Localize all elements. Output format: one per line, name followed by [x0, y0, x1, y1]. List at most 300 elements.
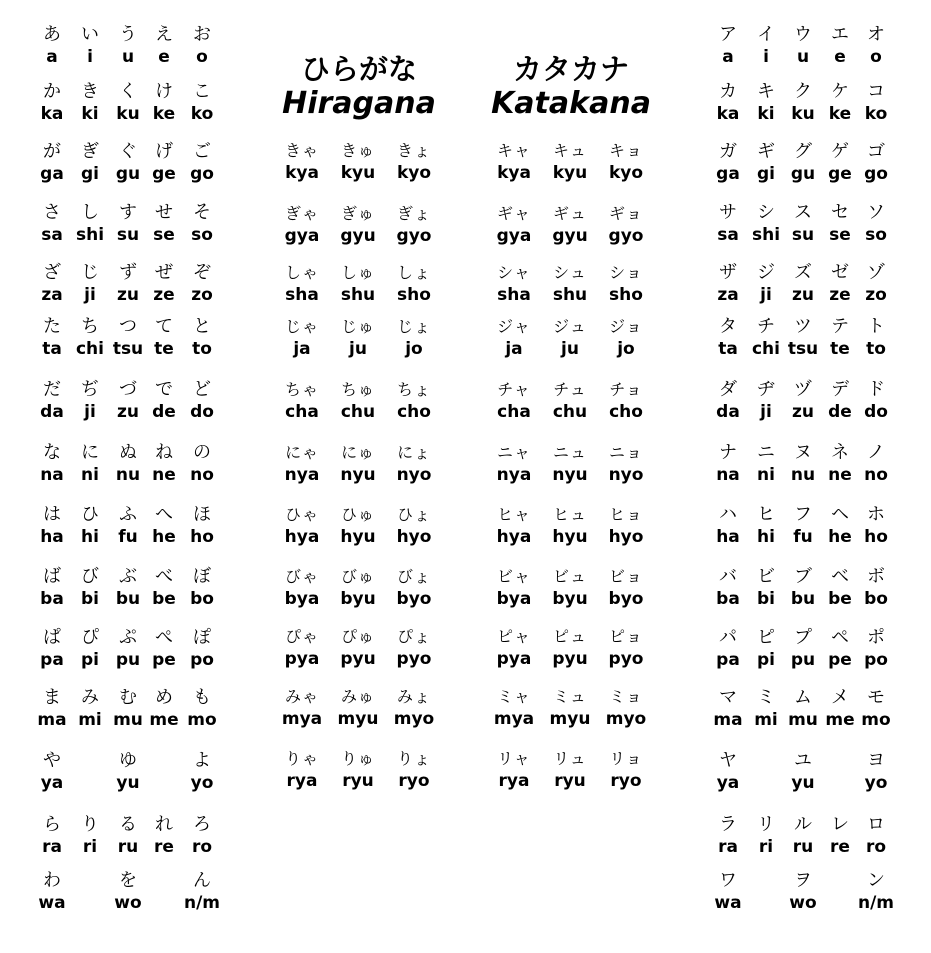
romaji-reading: nu	[790, 465, 816, 485]
romaji-reading: bi	[757, 589, 775, 609]
kana-character: りょ	[396, 749, 431, 768]
romaji-reading: da	[40, 402, 64, 422]
romaji-reading: hyu	[340, 527, 376, 547]
kana-character: ひゅ	[340, 505, 375, 524]
kana-character: ラ	[719, 814, 737, 835]
kana-cell	[182, 750, 222, 794]
kana-character: れ	[155, 814, 173, 835]
romaji-reading: bo	[864, 589, 888, 609]
romaji-reading: ya	[40, 773, 64, 793]
kana-character: ヌ	[794, 442, 812, 463]
romaji-reading: mya	[493, 709, 535, 729]
kana-character: ソ	[867, 202, 885, 223]
kana-cell	[384, 748, 444, 792]
kana-cell	[70, 504, 110, 548]
kana-character: ヒャ	[496, 505, 531, 524]
kana-character: リ	[757, 814, 775, 835]
kana-cell	[182, 627, 222, 671]
kana-character: チ	[757, 316, 775, 337]
kana-cell	[32, 24, 72, 68]
kana-character: と	[193, 316, 211, 337]
romaji-reading: gyo	[396, 226, 432, 246]
kana-cell	[70, 814, 110, 858]
kana-character: ゆ	[119, 750, 137, 771]
romaji-reading: me	[825, 710, 855, 730]
kana-character: ば	[43, 566, 61, 587]
romaji-reading: mu	[113, 710, 143, 730]
kana-character: にょ	[397, 443, 431, 462]
kana-cell	[32, 504, 72, 548]
kana-cell	[820, 814, 860, 858]
kana-cell	[596, 262, 656, 306]
romaji-reading: cho	[397, 402, 431, 422]
kana-character: ミュ	[553, 687, 587, 706]
kana-character: キ	[757, 81, 775, 102]
romaji-reading: ji	[760, 402, 772, 422]
kana-cell	[70, 141, 110, 185]
kana-cell	[272, 504, 332, 548]
kana-character: ぬ	[119, 442, 137, 463]
kana-character: みゃ	[284, 687, 319, 706]
kana-cell	[746, 316, 786, 360]
kana-cell	[856, 262, 896, 306]
kana-cell	[182, 870, 222, 914]
kana-cell	[144, 379, 184, 423]
kana-cell	[272, 316, 332, 360]
kana-cell	[108, 504, 148, 548]
romaji-reading: a	[46, 47, 58, 67]
romaji-reading: jo	[617, 339, 635, 359]
romaji-reading: byo	[608, 589, 644, 609]
kana-cell	[856, 627, 896, 671]
romaji-reading: ze	[153, 285, 175, 305]
romaji-reading: yu	[791, 773, 815, 793]
romaji-reading: bya	[496, 589, 532, 609]
romaji-reading: ke	[152, 104, 176, 124]
kana-character: レ	[831, 814, 849, 835]
romaji-reading: ho	[190, 527, 214, 547]
romaji-reading: hyo	[608, 527, 644, 547]
kana-cell	[272, 140, 332, 184]
kana-character: ぼ	[193, 566, 211, 587]
kana-character: キョ	[608, 141, 643, 160]
kana-character: し	[81, 202, 99, 223]
kana-cell	[783, 379, 823, 423]
romaji-reading: gyu	[340, 226, 376, 246]
kana-cell	[328, 203, 388, 247]
kana-character: ら	[43, 814, 61, 835]
kana-cell	[783, 202, 823, 246]
kana-cell	[540, 686, 600, 730]
romaji-reading: pyu	[552, 649, 588, 669]
romaji-reading: sa	[717, 225, 739, 245]
romaji-reading: ja	[505, 339, 523, 359]
romaji-reading: e	[834, 47, 846, 67]
romaji-reading: ho	[864, 527, 888, 547]
romaji-reading: ru	[792, 837, 814, 857]
romaji-reading: pyo	[396, 649, 432, 669]
romaji-reading: so	[191, 225, 213, 245]
romaji-reading: ba	[40, 589, 64, 609]
kana-character: ア	[719, 24, 737, 45]
kana-cell	[144, 687, 184, 731]
kana-cell	[32, 202, 72, 246]
kana-character: は	[43, 504, 61, 525]
kana-character: キャ	[496, 141, 531, 160]
romaji-reading: to	[192, 339, 212, 359]
romaji-reading: ba	[716, 589, 740, 609]
kana-character: げ	[155, 141, 173, 162]
kana-character: びゃ	[284, 567, 319, 586]
romaji-reading: myu	[337, 709, 379, 729]
kana-character: じゅ	[340, 317, 375, 336]
romaji-reading: gu	[790, 164, 816, 184]
romaji-reading: u	[121, 47, 135, 67]
romaji-reading: da	[716, 402, 740, 422]
romaji-reading: pu	[115, 650, 141, 670]
kana-character: こ	[193, 81, 211, 102]
kana-character: せ	[155, 202, 173, 223]
kana-character: ミョ	[609, 687, 643, 706]
romaji-reading: ta	[42, 339, 62, 359]
kana-cell	[272, 262, 332, 306]
romaji-reading: be	[152, 589, 176, 609]
kana-cell	[108, 24, 148, 68]
romaji-reading: pu	[790, 650, 816, 670]
kana-cell	[70, 262, 110, 306]
romaji-reading: mi	[754, 710, 778, 730]
kana-character: ザ	[719, 262, 737, 283]
kana-character: イ	[757, 24, 775, 45]
romaji-reading: bu	[790, 589, 816, 609]
romaji-reading: pya	[496, 649, 532, 669]
kana-character: ニ	[757, 442, 775, 463]
romaji-reading: ki	[757, 104, 775, 124]
kana-character: き	[81, 81, 99, 102]
kana-cell	[70, 442, 110, 486]
kana-character: ぢ	[81, 379, 99, 400]
romaji-reading: ku	[116, 104, 140, 124]
kana-cell	[856, 141, 896, 185]
romaji-reading: bya	[284, 589, 320, 609]
kana-cell	[708, 379, 748, 423]
kana-cell	[70, 379, 110, 423]
kana-cell	[384, 140, 444, 184]
kana-character: あ	[43, 24, 61, 45]
romaji-reading: kya	[497, 163, 531, 183]
kana-character: フ	[794, 504, 812, 525]
kana-cell	[144, 262, 184, 306]
kana-character: シャ	[497, 263, 531, 282]
kana-cell	[783, 24, 823, 68]
kana-character: を	[119, 870, 137, 891]
romaji-reading: pi	[757, 650, 775, 670]
romaji-reading: su	[116, 225, 140, 245]
kana-cell	[596, 748, 656, 792]
kana-character: パ	[719, 627, 737, 648]
kana-cell	[820, 627, 860, 671]
kana-character: よ	[193, 750, 211, 771]
romaji-reading: po	[864, 650, 888, 670]
kana-character: び	[81, 566, 99, 587]
kana-cell	[540, 504, 600, 548]
kana-cell	[820, 202, 860, 246]
kana-cell	[32, 627, 72, 671]
kana-cell	[108, 442, 148, 486]
kana-character: リャ	[497, 749, 531, 768]
kana-cell	[32, 81, 72, 125]
kana-character: ボ	[867, 566, 885, 587]
kana-cell	[384, 686, 444, 730]
romaji-reading: ni	[757, 465, 775, 485]
kana-cell	[32, 262, 72, 306]
kana-character: の	[193, 442, 211, 463]
kana-cell	[708, 627, 748, 671]
kana-character: え	[155, 24, 173, 45]
kana-cell	[856, 687, 896, 731]
romaji-reading: ryu	[342, 771, 374, 791]
romaji-reading: hya	[284, 527, 320, 547]
kana-character: ぶ	[119, 566, 137, 587]
kana-cell	[708, 262, 748, 306]
kana-cell	[384, 203, 444, 247]
kana-character: ぽ	[193, 627, 211, 648]
romaji-reading: tsu	[112, 339, 144, 359]
kana-character: ニュ	[552, 443, 587, 462]
kana-character: ヲ	[794, 870, 812, 891]
kana-cell	[108, 814, 148, 858]
romaji-reading: hyo	[396, 527, 432, 547]
kana-character: ニャ	[496, 443, 531, 462]
kana-character: め	[155, 687, 173, 708]
kana-cell	[182, 566, 222, 610]
kana-character: が	[43, 141, 61, 162]
kana-cell	[484, 203, 544, 247]
kana-character: ガ	[719, 141, 737, 162]
kana-cell	[144, 202, 184, 246]
kana-cell	[182, 687, 222, 731]
kana-cell	[32, 870, 72, 914]
romaji-reading: me	[149, 710, 179, 730]
kana-cell	[144, 566, 184, 610]
kana-character: オ	[867, 24, 885, 45]
romaji-reading: gu	[115, 164, 141, 184]
kana-character: ぜ	[155, 262, 173, 283]
kana-cell	[708, 442, 748, 486]
kana-character: て	[155, 316, 173, 337]
kana-character: ベ	[831, 566, 849, 587]
kana-cell	[746, 504, 786, 548]
kana-character: リュ	[553, 749, 587, 768]
kana-character: づ	[119, 379, 137, 400]
kana-cell	[70, 627, 110, 671]
kana-cell	[384, 379, 444, 423]
kana-character: ピャ	[496, 627, 531, 646]
kana-cell	[856, 504, 896, 548]
kana-cell	[272, 748, 332, 792]
kana-cell	[328, 626, 388, 670]
romaji-reading: cho	[609, 402, 643, 422]
kana-cell	[182, 442, 222, 486]
kana-character: に	[81, 442, 99, 463]
kana-cell	[108, 750, 148, 794]
kana-cell	[70, 316, 110, 360]
kana-cell	[108, 566, 148, 610]
romaji-reading: ri	[758, 837, 774, 857]
kana-cell	[484, 566, 544, 610]
romaji-reading: rya	[498, 771, 530, 791]
kana-character: きゅ	[340, 141, 375, 160]
kana-cell	[540, 748, 600, 792]
romaji-reading: ro	[191, 837, 213, 857]
kana-cell	[32, 141, 72, 185]
kana-cell	[820, 566, 860, 610]
romaji-reading: ra	[718, 837, 738, 857]
kana-character: ね	[155, 442, 173, 463]
kana-character: け	[155, 81, 173, 102]
romaji-reading: fu	[118, 527, 138, 547]
kana-cell	[328, 140, 388, 184]
kana-character: ぎょ	[396, 204, 431, 223]
kana-cell	[32, 316, 72, 360]
romaji-reading: ja	[293, 339, 311, 359]
romaji-reading: se	[829, 225, 851, 245]
kana-character: モ	[867, 687, 885, 708]
kana-cell	[182, 814, 222, 858]
hiragana-title-japanese: ひらがな	[300, 52, 417, 86]
romaji-reading: ha	[40, 527, 64, 547]
romaji-reading: gyo	[608, 226, 644, 246]
romaji-reading: bo	[190, 589, 214, 609]
romaji-reading: yo	[864, 773, 888, 793]
kana-cell	[384, 566, 444, 610]
romaji-reading: nyu	[552, 465, 588, 485]
kana-character: ポ	[867, 627, 885, 648]
kana-character: ヂ	[757, 379, 775, 400]
romaji-reading: no	[190, 465, 214, 485]
kana-cell	[272, 203, 332, 247]
kana-character: ホ	[867, 504, 885, 525]
kana-cell	[540, 262, 600, 306]
kana-cell	[708, 504, 748, 548]
romaji-reading: do	[190, 402, 214, 422]
kana-character: ご	[193, 141, 211, 162]
romaji-reading: hi	[757, 527, 775, 547]
kana-character: ヒュ	[552, 505, 587, 524]
romaji-reading: shu	[552, 285, 588, 305]
romaji-reading: chu	[340, 402, 376, 422]
kana-cell	[783, 141, 823, 185]
kana-character: ゾ	[867, 262, 885, 283]
romaji-reading: wo	[789, 893, 817, 913]
kana-cell	[746, 687, 786, 731]
kana-cell	[484, 504, 544, 548]
kana-character: べ	[155, 566, 173, 587]
kana-character: ぎ	[81, 141, 99, 162]
kana-character: ぎゅ	[340, 204, 375, 223]
kana-cell	[856, 81, 896, 125]
romaji-reading: wa	[38, 893, 66, 913]
kana-character: みょ	[396, 687, 431, 706]
romaji-reading: ge	[152, 164, 176, 184]
romaji-reading: mo	[861, 710, 891, 730]
kana-character: ム	[794, 687, 812, 708]
kana-cell	[540, 379, 600, 423]
kana-cell	[328, 686, 388, 730]
kana-character: ニョ	[608, 443, 643, 462]
romaji-reading: ni	[81, 465, 99, 485]
kana-character: みゅ	[340, 687, 375, 706]
kana-character: い	[81, 24, 99, 45]
kana-cell	[328, 442, 388, 486]
kana-cell	[70, 202, 110, 246]
romaji-reading: shi	[751, 225, 781, 245]
kana-cell	[32, 442, 72, 486]
kana-character: ぴ	[81, 627, 99, 648]
kana-character: リョ	[609, 749, 643, 768]
kana-character: びゅ	[340, 567, 375, 586]
kana-cell	[328, 748, 388, 792]
kana-character: ふ	[119, 504, 137, 525]
kana-cell	[856, 202, 896, 246]
kana-character: じゃ	[284, 317, 319, 336]
kana-cell	[856, 442, 896, 486]
kana-cell	[484, 686, 544, 730]
kana-cell	[144, 24, 184, 68]
kana-character: しゅ	[340, 263, 375, 282]
romaji-reading: zo	[865, 285, 887, 305]
romaji-reading: gi	[81, 164, 99, 184]
romaji-reading: nyo	[608, 465, 644, 485]
romaji-reading: cha	[497, 402, 531, 422]
kana-character: にゃ	[285, 443, 319, 462]
kana-character: プ	[794, 627, 812, 648]
romaji-reading: mya	[281, 709, 323, 729]
kana-character: しょ	[396, 263, 431, 282]
kana-cell	[783, 627, 823, 671]
kana-character: ゼ	[831, 262, 849, 283]
romaji-reading: chi	[75, 339, 104, 359]
romaji-reading: zu	[792, 402, 814, 422]
romaji-reading: zu	[117, 402, 139, 422]
kana-character: キュ	[552, 141, 587, 160]
kana-character: ヤ	[719, 750, 737, 771]
romaji-reading: no	[864, 465, 888, 485]
romaji-reading: de	[152, 402, 176, 422]
kana-character: しゃ	[284, 263, 319, 282]
kana-cell	[182, 379, 222, 423]
kana-character: シュ	[553, 263, 587, 282]
romaji-reading: pa	[716, 650, 740, 670]
kana-cell	[182, 141, 222, 185]
kana-cell	[746, 627, 786, 671]
romaji-reading: chi	[751, 339, 780, 359]
kana-cell	[596, 686, 656, 730]
kana-cell	[746, 202, 786, 246]
kana-cell	[32, 814, 72, 858]
romaji-reading: ji	[84, 285, 96, 305]
romaji-reading: sho	[609, 285, 643, 305]
kana-cell	[746, 141, 786, 185]
romaji-reading: n/m	[183, 893, 221, 913]
romaji-reading: ke	[828, 104, 852, 124]
kana-cell	[708, 81, 748, 125]
romaji-reading: so	[865, 225, 887, 245]
kana-character: マ	[719, 687, 737, 708]
kana-character: ギュ	[552, 204, 587, 223]
kana-character: きゃ	[284, 141, 319, 160]
romaji-reading: pya	[284, 649, 320, 669]
